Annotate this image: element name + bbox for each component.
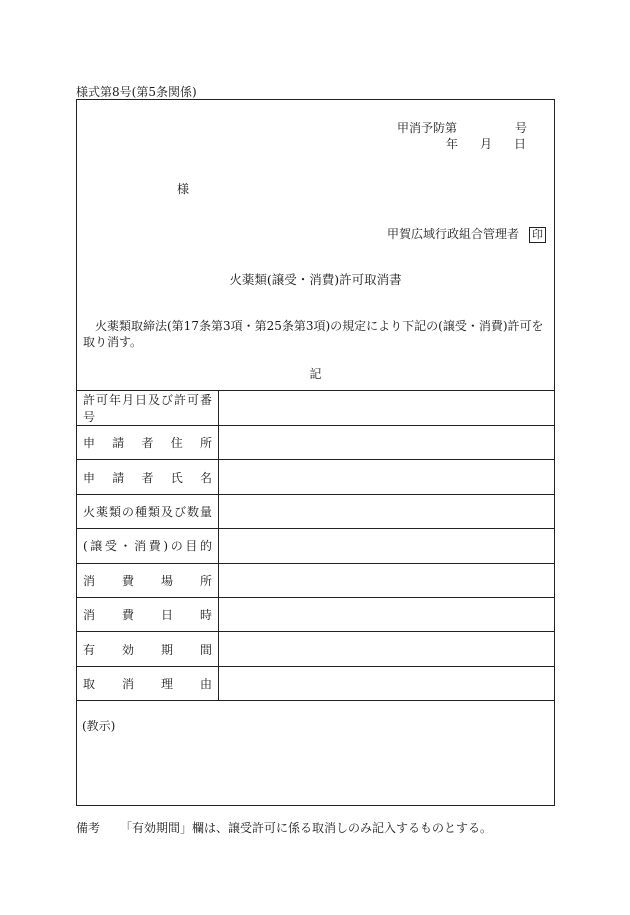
remark (76, 819, 492, 836)
seal-mark: 印 (529, 227, 546, 243)
row-label: 取消理由 (83, 676, 212, 691)
table-row (77, 666, 555, 700)
row-label: 申請者住所 (83, 436, 212, 451)
table-row (77, 494, 555, 528)
row-value-cell[interactable] (219, 666, 555, 700)
row-value-cell[interactable] (219, 597, 555, 631)
table-row (77, 460, 555, 494)
row-value-cell[interactable] (219, 460, 555, 494)
row-value-cell[interactable] (219, 426, 555, 460)
row-value-cell[interactable] (219, 494, 555, 528)
ki-heading: 記 (309, 367, 322, 381)
row-label: 申請者氏名 (83, 470, 212, 485)
row-label-cell (77, 391, 219, 426)
issuer-name: 甲賀広域行政組合管理者 (387, 227, 520, 241)
form-id: 様式第8号(第5条関係) (76, 85, 197, 99)
row-label-cell (77, 632, 219, 666)
table-row (77, 529, 555, 563)
date-month: 月 (480, 137, 493, 151)
details-table (76, 390, 555, 701)
document-number (397, 119, 527, 136)
row-label-cell (77, 494, 219, 528)
table-row (77, 426, 555, 460)
issue-date (446, 135, 526, 152)
document-number-prefix: 甲消予防第 (397, 121, 458, 135)
row-value-cell[interactable] (219, 529, 555, 563)
row-label: 消費日時 (83, 608, 212, 623)
row-label-cell (77, 460, 219, 494)
document-number-suffix: 号 (515, 121, 528, 135)
row-label: 許可年月日及び許可番号 (83, 393, 212, 424)
row-label: 消費場所 (83, 573, 212, 588)
date-day: 日 (514, 137, 527, 151)
date-year: 年 (446, 137, 459, 151)
row-label: (譲受・消費)の目的 (83, 539, 212, 554)
row-label-cell (77, 529, 219, 563)
form-frame (76, 99, 555, 806)
row-label-cell (77, 426, 219, 460)
row-value-cell[interactable] (219, 632, 555, 666)
table-row (77, 632, 555, 666)
row-value-cell[interactable] (219, 391, 555, 426)
row-label-cell (77, 666, 219, 700)
document-title: 火薬類(譲受・消費)許可取消書 (229, 272, 402, 287)
table-row (77, 563, 555, 597)
table-row (77, 391, 555, 426)
remark-label: 備考 (76, 821, 101, 835)
remark-text: 「有効期間」欄は、譲受許可に係る取消しのみ記入するものとする。 (120, 821, 493, 835)
addressee: 様 (177, 182, 190, 196)
row-label: 火薬類の種類及び数量 (83, 504, 212, 519)
row-label: 有効期間 (83, 642, 212, 657)
row-label-cell (77, 563, 219, 597)
row-value-cell[interactable] (219, 563, 555, 597)
row-label-cell (77, 597, 219, 631)
notice-label: (教示) (82, 719, 116, 733)
issuer (387, 225, 546, 243)
body-text: 火薬類取締法(第17条第3項・第25条第3項)の規定により下記の(譲受・消費)許可を取り消す。 (83, 319, 544, 349)
table-row (77, 597, 555, 631)
